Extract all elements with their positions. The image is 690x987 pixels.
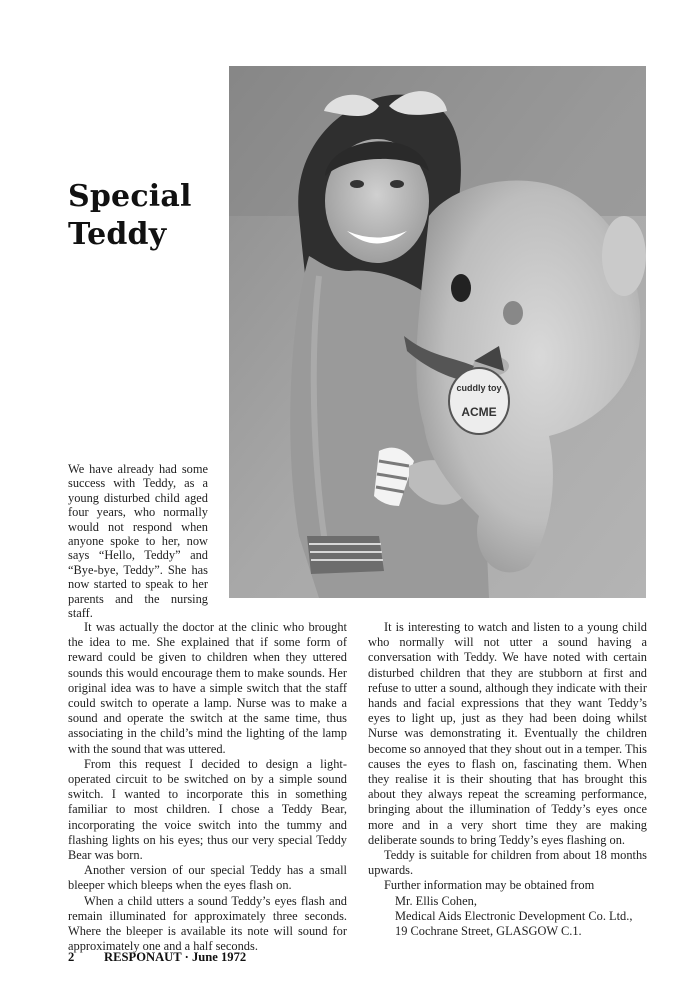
sleeve-cuff-shape — [307, 536, 384, 574]
article-title — [68, 178, 238, 254]
left-paragraph-2: From this request I decided to design a light-operated circuit to be switched on by a simple sound switch. I wanted to incorporate this in something familiar to most children. I chose a Teddy Bear, incorporating the voice switch into the tummy and flashing lights on his eyes; thus our very special Teddy Bear was born. — [68, 756, 347, 863]
intro-paragraph — [68, 462, 208, 620]
contact-company: Medical Aids Electronic Development Co. Ltd., — [395, 908, 633, 923]
intro-text: We have already had some success with Teddy, as a young disturbed child aged four years, who normally would not respond when anyone spoke to her, now says “Hello, Teddy” and “Bye-bye, Teddy”. She has now started to speak to her parents and the nursing staff. — [68, 462, 208, 621]
title-line-2: Teddy — [68, 217, 167, 252]
teddy-ear-shape — [602, 216, 646, 296]
teddy-right-eye-shape — [503, 301, 523, 325]
title-line-1: Special — [68, 179, 192, 214]
right-paragraph-2: Teddy is suitable for children from about 18 months upwards. — [368, 848, 647, 878]
right-eye-shape — [390, 180, 404, 188]
tag-text-top: cuddly toy — [456, 383, 502, 393]
article-photo — [229, 66, 646, 598]
toy-tag — [449, 368, 509, 434]
publication-info: RESPONAUT · June 1972 — [104, 950, 247, 964]
left-paragraph-1: It was actually the doctor at the clinic who brought the idea to me. She explained that if some form of reward could be given to children when they uttered sounds this would encourage them to make sounds. Her original idea was to have a simple switch that the staff could switch to operate a lamp. Nurse was to make a sound and operate the switch at the same time, thus associating in the child’s mind the lighting of the lamp with the sound that was uttered. — [68, 620, 347, 756]
right-paragraph-1: It is interesting to watch and listen to a young child who normally will not utter a sound having a conversation with Teddy. We have noted with certain disturbed children that they are stubborn at first and refuse to utter a sound, although they indicate with their hands and facial expressions that they want Teddy’s eyes to light up, just as they had been doing whilst Nurse was demonstrating it. Eventually the children become so annoyed that they shout out in a temper. This causes the eyes to flash on, fascinating them. When they realise it is their shouting that has brought this about they always repeat the screaming performance, bringing about the illumination of Teddy’s eyes once more and in a very short time they are making deliberate sounds to bring Teddy’s eyes flashing on. — [368, 620, 647, 847]
left-eye-shape — [350, 180, 364, 188]
body-column-left — [68, 620, 347, 954]
contact-address: 19 Cochrane Street, GLASGOW C.1. — [395, 924, 582, 939]
contact-name: Mr. Ellis Cohen, — [395, 893, 477, 908]
left-paragraph-4: When a child utters a sound Teddy’s eyes flash and remain illuminated for approximately three seconds. Where the bleeper is available its note will sound for approximately one and a half seconds. — [68, 893, 347, 954]
teddy-left-eye-shape — [451, 274, 471, 302]
body-column-right — [368, 620, 647, 939]
girl-with-teddy-illustration — [229, 66, 646, 598]
page-number: 2 — [68, 950, 75, 964]
tag-text-brand: ACME — [461, 405, 497, 419]
left-paragraph-3: Another version of our special Teddy has a small bleeper which bleeps when the eyes flash on. — [68, 863, 347, 893]
contact-lead: Further information may be obtained from — [384, 878, 595, 893]
page-footer — [68, 950, 246, 965]
